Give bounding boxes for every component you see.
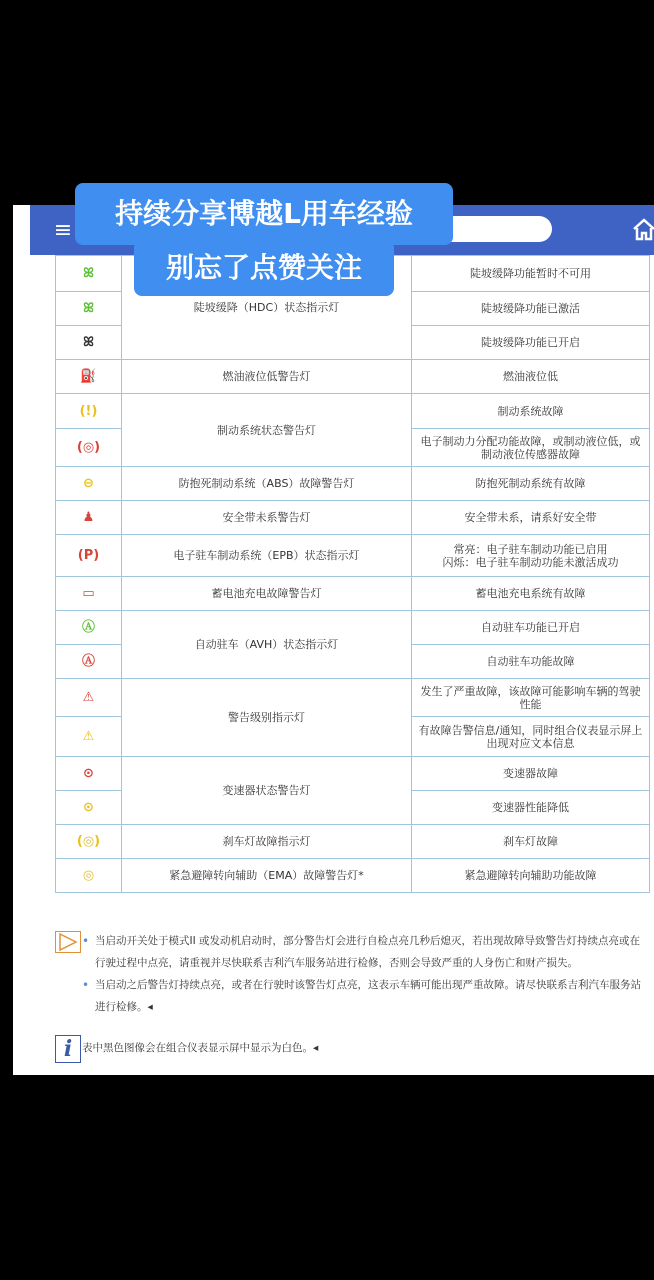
indicator-lamp-icon: ⚠ [82, 729, 95, 744]
table-row [56, 825, 650, 859]
indicator-lamp-icon: (◎) [76, 834, 101, 849]
promo-caption-line2: 别忘了点赞关注 [134, 240, 394, 296]
indicator-description: 变速器故障 [412, 757, 650, 791]
table-row [56, 611, 650, 645]
table-row [56, 535, 650, 577]
indicator-description: 变速器性能降低 [412, 791, 650, 825]
indicator-icon-cell [56, 611, 122, 645]
table-row [56, 679, 650, 717]
home-icon[interactable] [632, 216, 654, 242]
indicator-name: 自动驻车（AVH）状态指示灯 [122, 611, 412, 679]
table-row [56, 360, 650, 394]
indicator-name: 蓄电池充电故障警告灯 [122, 577, 412, 611]
indicator-name: 变速器状态警告灯 [122, 757, 412, 825]
indicator-name: 燃油液位低警告灯 [122, 360, 412, 394]
indicator-description: 自动驻车功能已开启 [412, 611, 650, 645]
indicator-icon-cell [56, 825, 122, 859]
indicator-lamp-icon: ♟ [82, 510, 95, 525]
note-warning: 当启动开关处于模式II 或发动机启动时，部分警告灯会进行自检点亮几秒后熄灭，若出现故障导致警告灯持续点亮或在行驶过程中点亮，请重视并尽快联系吉利汽车服务站进行检修，否则会导致严重的人身伤亡和财产损失。 [95, 935, 641, 969]
bullet-icon: • [82, 978, 90, 992]
indicator-icon-cell [56, 326, 122, 360]
info-icon: i [55, 1035, 81, 1063]
indicator-icon-cell [56, 467, 122, 501]
indicator-table [55, 255, 650, 893]
indicator-icon-cell [56, 757, 122, 791]
table-row [56, 577, 650, 611]
indicator-icon-cell [56, 429, 122, 467]
indicator-icon-cell [56, 535, 122, 577]
indicator-name: 警告级别指示灯 [122, 679, 412, 757]
table-row [56, 859, 650, 893]
indicator-description: 刹车灯故障 [412, 825, 650, 859]
indicator-lamp-icon: ◎ [82, 868, 95, 883]
indicator-name: 刹车灯故障指示灯 [122, 825, 412, 859]
indicator-lamp-icon: ⊙ [83, 766, 94, 781]
indicator-description: 紧急避障转向辅助功能故障 [412, 859, 650, 893]
menu-icon[interactable]: ≡ [53, 218, 73, 243]
indicator-description: 有故障告警信息/通知，同时组合仪表显示屏上出现对应文本信息 [412, 717, 650, 757]
indicator-icon-cell [56, 717, 122, 757]
indicator-lamp-icon: ⛽ [80, 369, 97, 384]
indicator-icon-cell [56, 645, 122, 679]
indicator-name: 安全带未系警告灯 [122, 501, 412, 535]
indicator-lamp-icon: Ⓐ [81, 620, 95, 635]
indicator-icon-cell [56, 577, 122, 611]
note-warning-2: 当启动之后警告灯持续点亮，或者在行驶时该警告灯点亮，这表示车辆可能出现严重故障。请尽快联系吉利汽车服务站进行检修。◂ [95, 979, 641, 1013]
indicator-name: 制动系统状态警告灯 [122, 394, 412, 467]
indicator-name: 紧急避障转向辅助（EMA）故障警告灯* [122, 859, 412, 893]
indicator-lamp-icon: ꕤ [83, 266, 94, 281]
indicator-description: 安全带未系，请系好安全带 [412, 501, 650, 535]
indicator-lamp-icon: (◎) [76, 440, 101, 455]
indicator-lamp-icon: ▭ [82, 586, 95, 601]
indicator-name: 电子驻车制动系统（EPB）状态指示灯 [122, 535, 412, 577]
table-row [56, 467, 650, 501]
indicator-icon-cell [56, 679, 122, 717]
indicator-icon-cell [56, 394, 122, 429]
promo-caption-line1: 持续分享博越L用车经验 [75, 183, 453, 245]
indicator-lamp-icon: (!) [79, 403, 98, 419]
table-row [56, 394, 650, 429]
table-row [56, 757, 650, 791]
indicator-name: 防抱死制动系统（ABS）故障警告灯 [122, 467, 412, 501]
warning-triangle-icon [55, 931, 81, 953]
indicator-description: 电子制动力分配功能故障，或制动液位低，或制动液位传感器故障 [412, 429, 650, 467]
indicator-icon-cell [56, 791, 122, 825]
indicator-name: 陡坡缓降（HDC）状态指示灯 [122, 256, 412, 360]
indicator-icon-cell [56, 256, 122, 292]
indicator-description: 蓄电池充电系统有故障 [412, 577, 650, 611]
indicator-description: 自动驻车功能故障 [412, 645, 650, 679]
indicator-icon-cell [56, 501, 122, 535]
indicator-description: 陡坡缓降功能已开启 [412, 326, 650, 360]
indicator-description: 陡坡缓降功能暂时不可用 [412, 256, 650, 292]
table-row [56, 501, 650, 535]
bullet-icon: • [82, 934, 90, 948]
indicator-icon-cell [56, 859, 122, 893]
indicator-lamp-icon: ⊖ [83, 476, 94, 491]
indicator-lamp-icon: (P) [77, 548, 100, 563]
indicator-description: 防抱死制动系统有故障 [412, 467, 650, 501]
indicator-description: 发生了严重故障，该故障可能影响车辆的驾驶性能 [412, 679, 650, 717]
indicator-icon-cell [56, 292, 122, 326]
indicator-icon-cell [56, 360, 122, 394]
indicator-description: 制动系统故障 [412, 394, 650, 429]
indicator-lamp-icon: ꕤ [83, 335, 94, 350]
indicator-lamp-icon: ꕤ [83, 301, 94, 316]
indicator-description: 燃油液位低 [412, 360, 650, 394]
indicator-description: 陡坡缓降功能已激活 [412, 292, 650, 326]
indicator-lamp-icon: Ⓐ [81, 654, 95, 669]
indicator-lamp-icon: ⚠ [82, 690, 95, 705]
indicator-description: 常亮：电子驻车制动功能已启用 闪烁：电子驻车制动功能未激活成功 [412, 535, 650, 577]
indicator-lamp-icon: ⊙ [83, 800, 94, 815]
note-info: 表中黑色图像会在组合仪表显示屏中显示为白色。◂ [82, 1042, 319, 1054]
